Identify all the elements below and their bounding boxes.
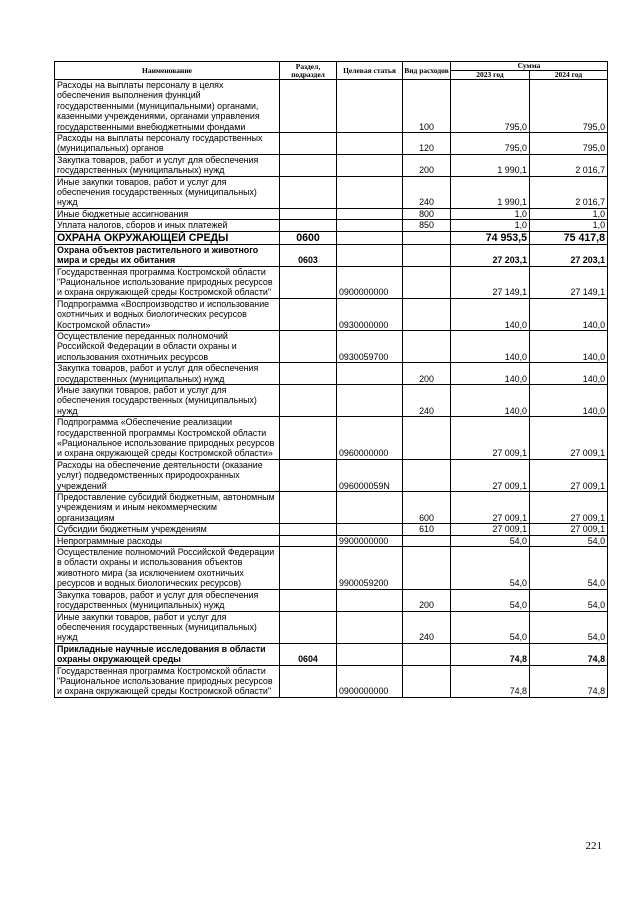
cell-2023: 54,0 (451, 535, 530, 546)
table-row (55, 665, 608, 697)
cell-kind (403, 266, 451, 298)
cell-section (280, 535, 337, 546)
cell-2023: 74 953,5 (451, 231, 530, 244)
cell-2024: 27 009,1 (530, 459, 608, 491)
cell-section (280, 524, 337, 535)
cell-target: 0930000000 (337, 298, 403, 330)
header-year-2023: 2023 год (451, 71, 530, 80)
cell-name: Подпрограмма «Обеспечение реализации государственной программы Костромской области «Рациональное использование природных ресурсов и охрана окружающей среды Костромской области» (55, 417, 280, 460)
cell-2024: 75 417,8 (530, 231, 608, 244)
cell-kind (403, 298, 451, 330)
cell-section: 0604 (280, 643, 337, 665)
cell-2024: 140,0 (530, 330, 608, 362)
cell-target (337, 133, 403, 155)
cell-target (337, 231, 403, 244)
cell-kind (403, 244, 451, 266)
cell-section: 0600 (280, 231, 337, 244)
cell-2024: 27 009,1 (530, 524, 608, 535)
cell-2024: 2 016,7 (530, 176, 608, 208)
cell-section (280, 220, 337, 231)
cell-2023: 140,0 (451, 363, 530, 385)
cell-kind: 850 (403, 220, 451, 231)
cell-section (280, 133, 337, 155)
cell-2023: 54,0 (451, 547, 530, 590)
cell-name: Иные закупки товаров, работ и услуг для обеспечения государственных (муниципальных) нужд (55, 384, 280, 416)
cell-2023: 140,0 (451, 330, 530, 362)
cell-target: 0930059700 (337, 330, 403, 362)
table-row (55, 459, 608, 491)
cell-name: Расходы на выплаты персоналу государственных (муниципальных) органов (55, 133, 280, 155)
table-row (55, 363, 608, 385)
cell-section (280, 208, 337, 219)
table-row (55, 176, 608, 208)
cell-2023: 74,8 (451, 665, 530, 697)
cell-2023: 27 009,1 (451, 417, 530, 460)
header-name: Наименование (55, 62, 280, 80)
cell-2023: 54,0 (451, 611, 530, 643)
cell-name: Расходы на выплаты персоналу в целях обеспечения выполнения функций государственными (муниципальными) органами, казенными учреждениями, органами управления государственными внебюджетными фондами (55, 80, 280, 133)
cell-section (280, 417, 337, 460)
cell-2023: 1,0 (451, 208, 530, 219)
budget-table (54, 61, 608, 698)
cell-2023: 27 009,1 (451, 524, 530, 535)
cell-target (337, 176, 403, 208)
header-year-2024: 2024 год (530, 71, 608, 80)
cell-name: Охрана объектов растительного и животного мира и среды их обитания (55, 244, 280, 266)
cell-section (280, 384, 337, 416)
table-row (55, 208, 608, 219)
cell-2023: 795,0 (451, 133, 530, 155)
header-target: Целевая статья (337, 62, 403, 80)
cell-target: 0960000000 (337, 417, 403, 460)
cell-target: 9900000000 (337, 535, 403, 546)
cell-kind (403, 459, 451, 491)
cell-kind (403, 535, 451, 546)
cell-name: Подпрограмма «Воспроизводство и использование охотничьих и водных биологических ресурсов Костромской области» (55, 298, 280, 330)
cell-2023: 27 009,1 (451, 459, 530, 491)
cell-kind: 240 (403, 176, 451, 208)
cell-2023: 1,0 (451, 220, 530, 231)
cell-target (337, 154, 403, 176)
cell-2024: 54,0 (530, 547, 608, 590)
cell-target (337, 220, 403, 231)
cell-name: Уплата налогов, сборов и иных платежей (55, 220, 280, 231)
cell-name: Непрограммные расходы (55, 535, 280, 546)
cell-target: 096000059N (337, 459, 403, 491)
cell-name: Государственная программа Костромской области "Рациональное использование природных ресурсов и охрана окружающей среды Костромской области" (55, 665, 280, 697)
cell-2024: 140,0 (530, 384, 608, 416)
cell-2024: 27 009,1 (530, 417, 608, 460)
cell-kind (403, 547, 451, 590)
cell-target (337, 208, 403, 219)
cell-section (280, 266, 337, 298)
cell-target: 0900000000 (337, 266, 403, 298)
cell-section: 0603 (280, 244, 337, 266)
cell-name: Осуществление переданных полномочий Российской Федерации в области охраны и использования охотничьих ресурсов (55, 330, 280, 362)
cell-section (280, 589, 337, 611)
cell-2023: 27 149,1 (451, 266, 530, 298)
cell-kind: 800 (403, 208, 451, 219)
table-row (55, 154, 608, 176)
cell-target (337, 643, 403, 665)
cell-2024: 74,8 (530, 643, 608, 665)
cell-name: Прикладные научные исследования в области охраны окружающей среды (55, 643, 280, 665)
cell-2023: 140,0 (451, 384, 530, 416)
cell-2023: 27 203,1 (451, 244, 530, 266)
cell-2024: 27 203,1 (530, 244, 608, 266)
cell-kind: 200 (403, 154, 451, 176)
cell-kind (403, 643, 451, 665)
cell-2023: 74,8 (451, 643, 530, 665)
cell-target (337, 611, 403, 643)
cell-target (337, 589, 403, 611)
cell-2023: 27 009,1 (451, 492, 530, 524)
cell-section (280, 80, 337, 133)
cell-name: Расходы на обеспечение деятельности (оказание услуг) подведомственных природоохранных учреждений (55, 459, 280, 491)
cell-target: 9900059200 (337, 547, 403, 590)
cell-kind (403, 417, 451, 460)
page-number: 221 (585, 840, 602, 852)
cell-2023: 1 990,1 (451, 176, 530, 208)
cell-kind: 610 (403, 524, 451, 535)
cell-section (280, 176, 337, 208)
header-sum: Сумма (451, 62, 608, 71)
cell-kind: 600 (403, 492, 451, 524)
cell-section (280, 298, 337, 330)
table-row (55, 535, 608, 546)
cell-target (337, 524, 403, 535)
cell-2024: 795,0 (530, 80, 608, 133)
cell-name: Осуществление полномочий Российской Федерации в области охраны и использования объектов животного мира (за исключением охотничьих ресурсов и водных биологических ресурсов) (55, 547, 280, 590)
table-row (55, 244, 608, 266)
cell-section (280, 547, 337, 590)
cell-name: Закупка товаров, работ и услуг для обеспечения государственных (муниципальных) нужд (55, 589, 280, 611)
cell-target (337, 244, 403, 266)
cell-2024: 140,0 (530, 298, 608, 330)
cell-name: Государственная программа Костромской области "Рациональное использование природных ресурсов и охрана окружающей среды Костромской области" (55, 266, 280, 298)
cell-2024: 140,0 (530, 363, 608, 385)
cell-name: Предоставление субсидий бюджетным, автономным учреждениям и иным некоммерческим организациям (55, 492, 280, 524)
cell-target (337, 80, 403, 133)
cell-2024: 795,0 (530, 133, 608, 155)
table-body (55, 80, 608, 698)
cell-target: 0900000000 (337, 665, 403, 697)
table-row (55, 330, 608, 362)
cell-kind: 240 (403, 611, 451, 643)
cell-kind: 200 (403, 589, 451, 611)
cell-kind: 240 (403, 384, 451, 416)
cell-2024: 1,0 (530, 220, 608, 231)
budget-sheet (54, 61, 607, 698)
table-row (55, 298, 608, 330)
cell-section (280, 330, 337, 362)
cell-name: Иные бюджетные ассигнования (55, 208, 280, 219)
table-row (55, 133, 608, 155)
cell-kind: 120 (403, 133, 451, 155)
cell-section (280, 492, 337, 524)
table-row (55, 80, 608, 133)
cell-section (280, 665, 337, 697)
cell-name: Закупка товаров, работ и услуг для обеспечения государственных (муниципальных) нужд (55, 363, 280, 385)
cell-name: ОХРАНА ОКРУЖАЮЩЕЙ СРЕДЫ (55, 231, 280, 244)
header-kind: Вид расходов (403, 62, 451, 80)
cell-2023: 1 990,1 (451, 154, 530, 176)
table-row (55, 524, 608, 535)
cell-kind (403, 231, 451, 244)
cell-2023: 54,0 (451, 589, 530, 611)
cell-name: Иные закупки товаров, работ и услуг для обеспечения государственных (муниципальных) нужд (55, 611, 280, 643)
cell-section (280, 363, 337, 385)
cell-name: Иные закупки товаров, работ и услуг для обеспечения государственных (муниципальных) нужд (55, 176, 280, 208)
table-row (55, 417, 608, 460)
cell-2024: 1,0 (530, 208, 608, 219)
cell-2024: 27 009,1 (530, 492, 608, 524)
cell-2024: 74,8 (530, 665, 608, 697)
cell-2024: 54,0 (530, 611, 608, 643)
cell-kind (403, 330, 451, 362)
cell-section (280, 154, 337, 176)
table-row (55, 643, 608, 665)
table-row (55, 492, 608, 524)
table-row (55, 231, 608, 244)
cell-target (337, 363, 403, 385)
table-row (55, 611, 608, 643)
header-row (55, 62, 608, 71)
cell-2023: 140,0 (451, 298, 530, 330)
cell-2024: 54,0 (530, 589, 608, 611)
cell-section (280, 611, 337, 643)
cell-2024: 27 149,1 (530, 266, 608, 298)
table-row (55, 547, 608, 590)
table-row (55, 220, 608, 231)
cell-name: Субсидии бюджетным учреждениям (55, 524, 280, 535)
table-row (55, 589, 608, 611)
table-row (55, 384, 608, 416)
cell-target (337, 492, 403, 524)
table-row (55, 266, 608, 298)
cell-section (280, 459, 337, 491)
cell-2023: 795,0 (451, 80, 530, 133)
cell-kind (403, 665, 451, 697)
cell-target (337, 384, 403, 416)
cell-kind: 200 (403, 363, 451, 385)
cell-name: Закупка товаров, работ и услуг для обеспечения государственных (муниципальных) нужд (55, 154, 280, 176)
cell-2024: 54,0 (530, 535, 608, 546)
cell-kind: 100 (403, 80, 451, 133)
header-section: Раздел, подраздел (280, 62, 337, 80)
cell-2024: 2 016,7 (530, 154, 608, 176)
